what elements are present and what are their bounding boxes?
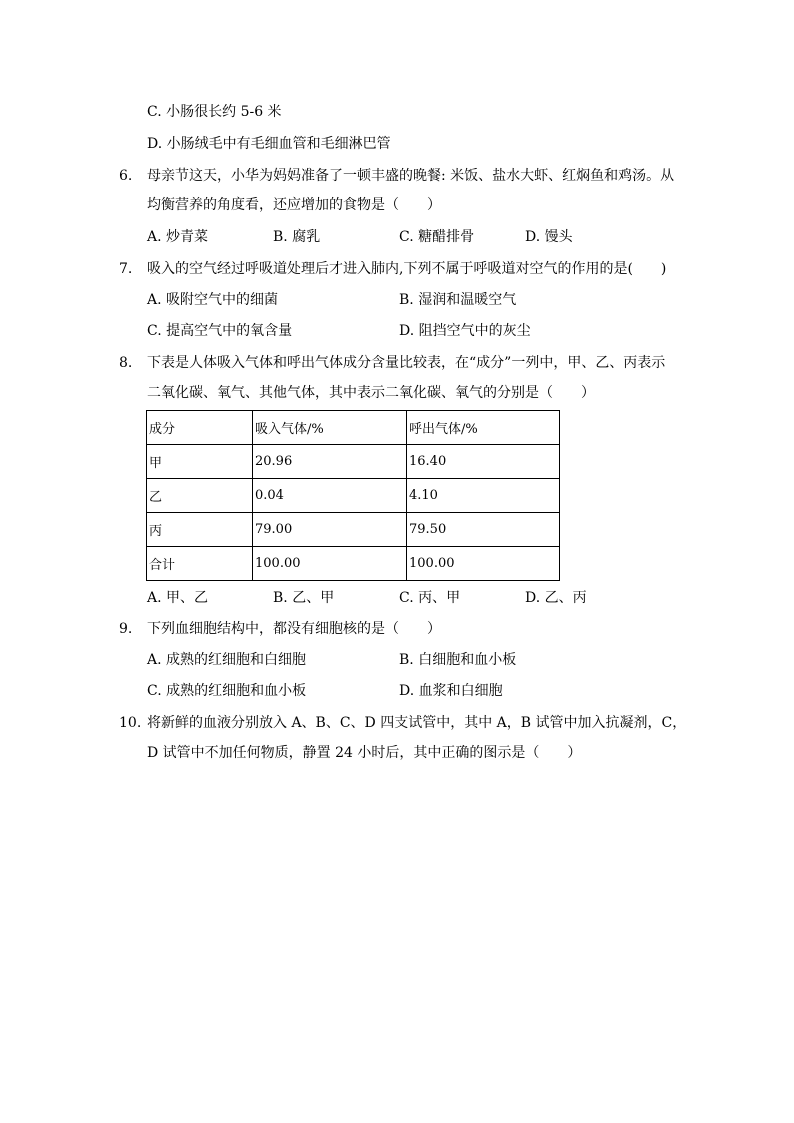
- q9-option-c: C. 成熟的红细胞和血小板: [147, 683, 307, 699]
- q7-stem-line1: 吸入的空气经过呼吸道处理后才进入肺内,下列不属于呼吸道对空气的作用的是( ): [147, 261, 667, 277]
- table-cell: 100.00: [407, 547, 560, 581]
- q6-stem-line1: 母亲节这天，小华为妈妈准备了一顿丰盛的晚餐: 米饭、盐水大虾、红焖鱼和鸡汤。从: [147, 168, 675, 184]
- q8-option-d: D. 乙、丙: [525, 590, 587, 606]
- table-cell: 合计: [147, 547, 253, 581]
- table-cell: 乙: [147, 479, 253, 513]
- q9-option-d: D. 血浆和白细胞: [399, 683, 503, 699]
- q9-stem-line1: 下列血细胞结构中，都没有细胞核的是（ ）: [147, 621, 441, 637]
- table-row: [147, 513, 560, 547]
- q6-option-a: A. 炒青菜: [147, 229, 209, 245]
- table-cell: 4.10: [407, 479, 560, 513]
- q7-option-a: A. 吸附空气中的细菌: [147, 292, 279, 308]
- q7-option-c: C. 提高空气中的氧含量: [147, 323, 293, 339]
- table-cell: 20.96: [253, 445, 407, 479]
- table-header-cell: 成分: [147, 411, 253, 445]
- q5-option-d: D. 小肠绒毛中有毛细血管和毛细淋巴管: [147, 136, 391, 152]
- table-header-cell: 吸入气体/%: [253, 411, 407, 445]
- table-cell: 丙: [147, 513, 253, 547]
- q7-option-d: D. 阻挡空气中的灰尘: [399, 323, 531, 339]
- q8-option-a: A. 甲、乙: [147, 590, 209, 606]
- table-row: [147, 547, 560, 581]
- table-row: [147, 479, 560, 513]
- table-cell: 甲: [147, 445, 253, 479]
- table-row: [147, 445, 560, 479]
- table-header-cell: 呼出气体/%: [407, 411, 560, 445]
- q6-number: 6.: [119, 168, 133, 184]
- q10-number: 10.: [119, 715, 142, 731]
- q10-stem-line2: D 试管中不加任何物质，静置 24 小时后，其中正确的图示是（ ）: [147, 745, 582, 761]
- q6-option-b: B. 腐乳: [273, 229, 321, 245]
- q6-stem-line2: 均衡营养的角度看，还应增加的食物是（ ）: [147, 197, 441, 213]
- q9-number: 9.: [119, 621, 133, 637]
- q9-option-a: A. 成熟的红细胞和白细胞: [147, 652, 307, 668]
- q7-option-b: B. 湿润和温暖空气: [399, 292, 517, 308]
- q8-stem-line2: 二氧化碳、氧气、其他气体，其中表示二氧化碳、氧气的分别是（ ）: [147, 385, 595, 401]
- q8-option-c: C. 丙、甲: [399, 590, 461, 606]
- table-cell: 79.50: [407, 513, 560, 547]
- table-cell: 0.04: [253, 479, 407, 513]
- q8-stem-line1: 下表是人体吸入气体和呼出气体成分含量比较表，在“成分”一列中，甲、乙、丙表示: [147, 355, 666, 371]
- table-cell: 100.00: [253, 547, 407, 581]
- q8-number: 8.: [119, 355, 133, 371]
- gas-composition-table: [146, 410, 560, 581]
- table-header-row: [147, 411, 560, 445]
- q6-option-c: C. 糖醋排骨: [399, 229, 475, 245]
- q6-option-d: D. 馒头: [525, 229, 573, 245]
- table-cell: 16.40: [407, 445, 560, 479]
- q9-option-b: B. 白细胞和血小板: [399, 652, 517, 668]
- q5-option-c: C. 小肠很长约 5-6 米: [147, 104, 282, 120]
- q10-stem-line1: 将新鲜的血液分别放入 A、B、C、D 四支试管中，其中 A，B 试管中加入抗凝剂，C，: [147, 715, 687, 731]
- q8-option-b: B. 乙、甲: [273, 590, 335, 606]
- table-cell: 79.00: [253, 513, 407, 547]
- q7-number: 7.: [119, 261, 133, 277]
